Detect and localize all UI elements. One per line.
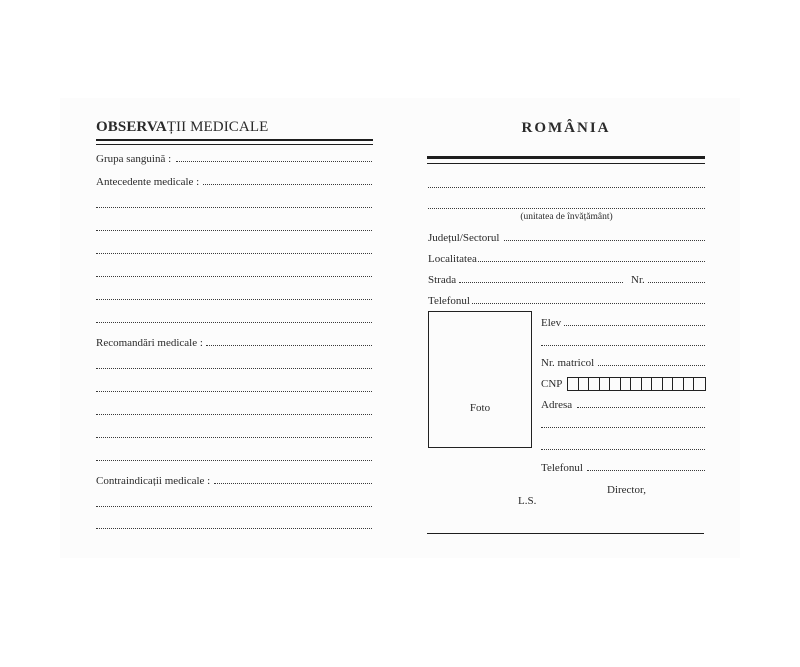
cnp-digit-cell[interactable] <box>694 378 705 390</box>
cnp-label: CNP <box>541 378 563 390</box>
contraindicatii-field[interactable] <box>214 483 372 484</box>
recomandari-line[interactable] <box>96 437 372 438</box>
school-name-line[interactable] <box>428 187 705 188</box>
recomandari-line[interactable] <box>96 414 372 415</box>
page-title-left <box>96 119 268 136</box>
cnp-digit-cell[interactable] <box>610 378 621 390</box>
adresa-line[interactable] <box>541 449 705 450</box>
telefonul-field[interactable] <box>472 303 705 304</box>
grupa-sanguina-field[interactable] <box>176 161 372 162</box>
page-title-right: ROMÂNIA <box>521 120 611 136</box>
signature-rule <box>427 533 704 534</box>
localitatea-field[interactable] <box>478 261 705 262</box>
cnp-digit-cell[interactable] <box>600 378 611 390</box>
antecedente-field[interactable] <box>203 184 372 185</box>
recomandari-line[interactable] <box>96 460 372 461</box>
contraindicatii-line[interactable] <box>96 506 372 507</box>
adresa-line[interactable] <box>541 427 705 428</box>
antecedente-label: Antecedente medicale : <box>96 176 200 188</box>
antecedente-line[interactable] <box>96 299 372 300</box>
elev-field[interactable] <box>564 325 705 326</box>
recomandari-line[interactable] <box>96 368 372 369</box>
telefonul-elev-field[interactable] <box>587 470 705 471</box>
cnp-digit-cell[interactable] <box>579 378 590 390</box>
photo-box <box>428 311 532 448</box>
ls-label: L.S. <box>518 495 537 507</box>
cnp-digit-cell[interactable] <box>568 378 579 390</box>
title-rest-part: ȚII MEDICALE <box>166 119 269 135</box>
header-rule-thin <box>427 163 705 164</box>
title-underline-thin <box>96 144 373 145</box>
grupa-sanguina-label: Grupa sanguină : <box>96 153 172 165</box>
cnp-digit-cell[interactable] <box>663 378 674 390</box>
cnp-digit-cell[interactable] <box>652 378 663 390</box>
cnp-digit-cell[interactable] <box>621 378 632 390</box>
nr-matricol-field[interactable] <box>598 365 705 366</box>
judet-label: Județul/Sectorul <box>428 232 500 244</box>
judet-field[interactable] <box>504 240 705 241</box>
elev-label: Elev <box>541 317 562 329</box>
adresa-label: Adresa <box>541 399 573 411</box>
antecedente-line[interactable] <box>96 230 372 231</box>
localitatea-label: Localitatea <box>428 253 477 265</box>
antecedente-line[interactable] <box>96 322 372 323</box>
director-label: Director, <box>607 484 646 496</box>
nr-matricol-label: Nr. matricol <box>541 357 595 369</box>
antecedente-line[interactable] <box>96 276 372 277</box>
contraindicatii-label: Contraindicații medicale : <box>96 475 211 487</box>
cnp-digit-cell[interactable] <box>642 378 653 390</box>
elev-line[interactable] <box>541 345 705 346</box>
recomandari-line[interactable] <box>96 391 372 392</box>
contraindicatii-line[interactable] <box>96 528 372 529</box>
cnp-digit-cell[interactable] <box>631 378 642 390</box>
title-bold-part: OBSERVA <box>96 119 167 135</box>
foto-label: Foto <box>469 402 491 414</box>
telefonul-elev-label: Telefonul <box>541 462 583 474</box>
header-rule-thick <box>427 156 705 159</box>
recomandari-label: Recomandări medicale : <box>96 337 203 349</box>
cnp-digit-cell[interactable] <box>673 378 684 390</box>
antecedente-line[interactable] <box>96 253 372 254</box>
unitatea-caption: (unitatea de învățământ) <box>520 212 613 222</box>
adresa-field[interactable] <box>577 407 705 408</box>
school-name-line[interactable] <box>428 208 705 209</box>
telefonul-label: Telefonul <box>428 295 470 307</box>
antecedente-line[interactable] <box>96 207 372 208</box>
cnp-digit-cell[interactable] <box>684 378 695 390</box>
strada-field[interactable] <box>459 282 623 283</box>
title-underline-thick <box>96 139 373 141</box>
cnp-grid[interactable] <box>567 377 706 391</box>
recomandari-field[interactable] <box>206 345 372 346</box>
cnp-digit-cell[interactable] <box>589 378 600 390</box>
nr-label: Nr. <box>631 274 645 286</box>
nr-field[interactable] <box>648 282 705 283</box>
strada-label: Strada <box>428 274 457 286</box>
